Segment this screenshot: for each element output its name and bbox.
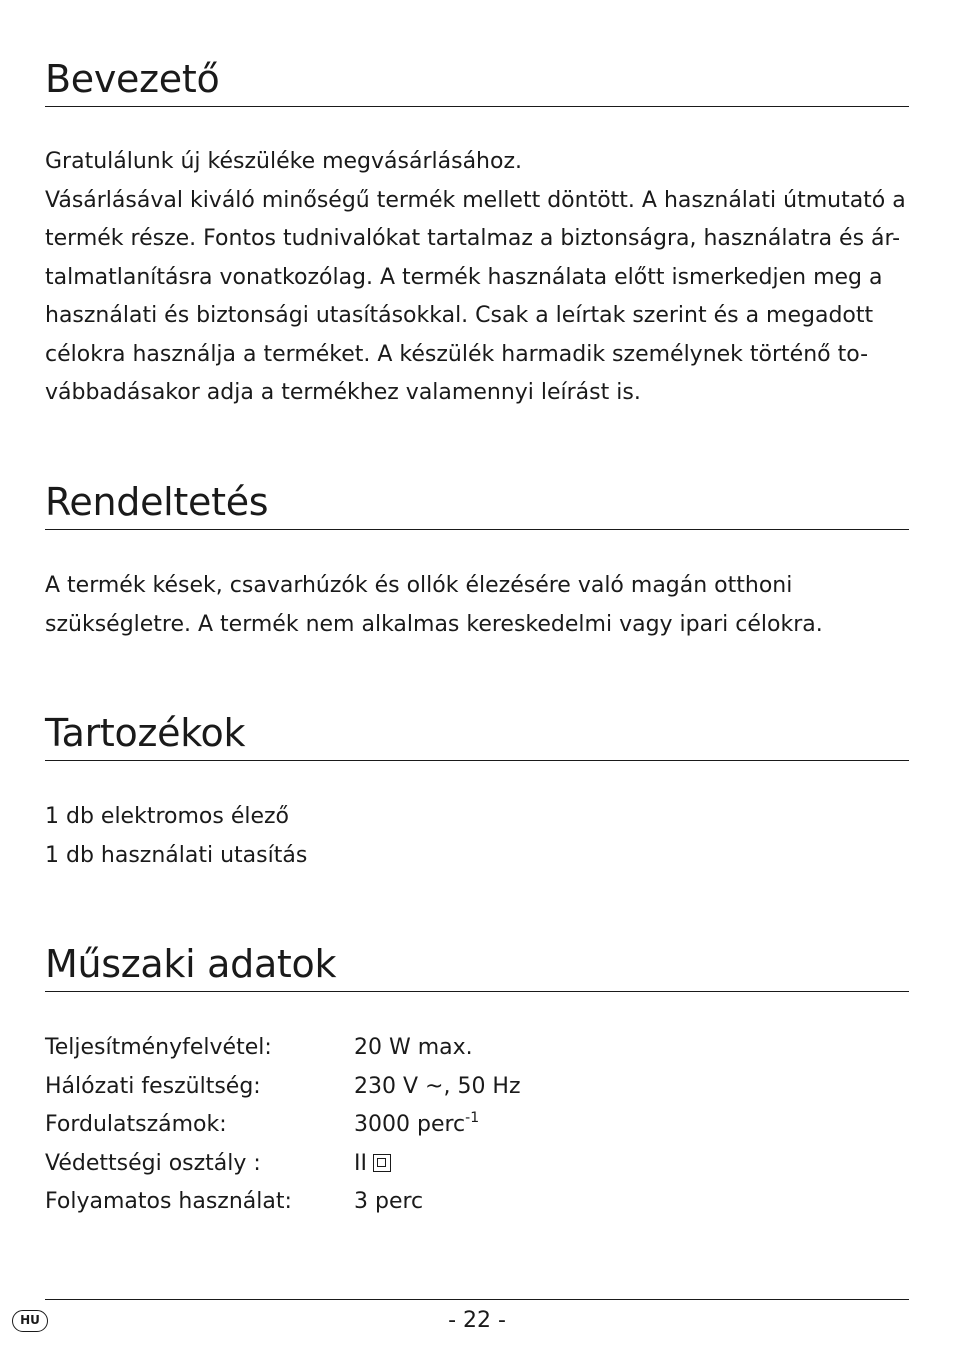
spec-value-exponent: -1 [465,1110,480,1126]
intro-line: vábbadásakor adja a termékhez valamennyi leírást is. [45,380,641,405]
intro-line: Gratulálunk új készüléke megvásárlásához. [45,149,522,174]
list-item: 1 db elektromos élező [45,804,290,829]
spec-value-protection [354,1145,391,1184]
language-badge: HU [12,1310,48,1332]
intro-line: Vásárlásával kiváló minőségű termék mellett döntött. A használati útmutató a [45,187,906,213]
spec-label: Fordulatszámok: [45,1112,227,1137]
spec-label: Hálózati feszültség: [45,1073,261,1099]
accessories-list [45,798,915,875]
intro-line: talmatlanításra vonatkozólag. A termék használata előtt ismerkedjen meg a [45,264,883,290]
spec-value: 3 perc [354,1189,424,1214]
intro-paragraph [45,143,915,413]
spec-value-speed [354,1106,479,1145]
protection-class-ii-icon [373,1154,391,1172]
intro-line: használati és biztonsági utasításokkal. Csak a leírtak szerint és a megadott [45,303,874,328]
spec-value: 20 W max. [354,1035,473,1060]
spec-value-text: II [354,1150,367,1176]
intro-line: termék része. Fontos tudnivalókat tartalmaz a biztonságra, használatra és ár- [45,226,901,251]
intro-line: célokra használja a terméket. A készülék harmadik személynek történő to- [45,341,869,367]
specs-heading: Műszaki adatok [45,941,909,992]
page-number: - 22 - [448,1308,506,1333]
purpose-paragraph [45,567,915,644]
accessories-heading: Tartozékok [45,710,909,761]
spec-label: Folyamatos használat: [45,1189,292,1214]
list-item: 1 db használati utasítás [45,842,308,868]
spec-label: Védettségi osztály : [45,1150,261,1176]
footer-divider [45,1299,909,1300]
purpose-line: A termék kések, csavarhúzók és ollók élezésére való magán otthoni [45,573,793,598]
purpose-line: szükségletre. A termék nem alkalmas kereskedelmi vagy ipari célokra. [45,611,823,637]
purpose-heading: Rendeltetés [45,479,909,530]
spec-value: 230 V ~, 50 Hz [354,1073,521,1099]
spec-label: Teljesítményfelvétel: [45,1035,272,1060]
intro-heading: Bevezető [45,56,909,107]
spec-value-text: 3000 perc [354,1112,466,1137]
